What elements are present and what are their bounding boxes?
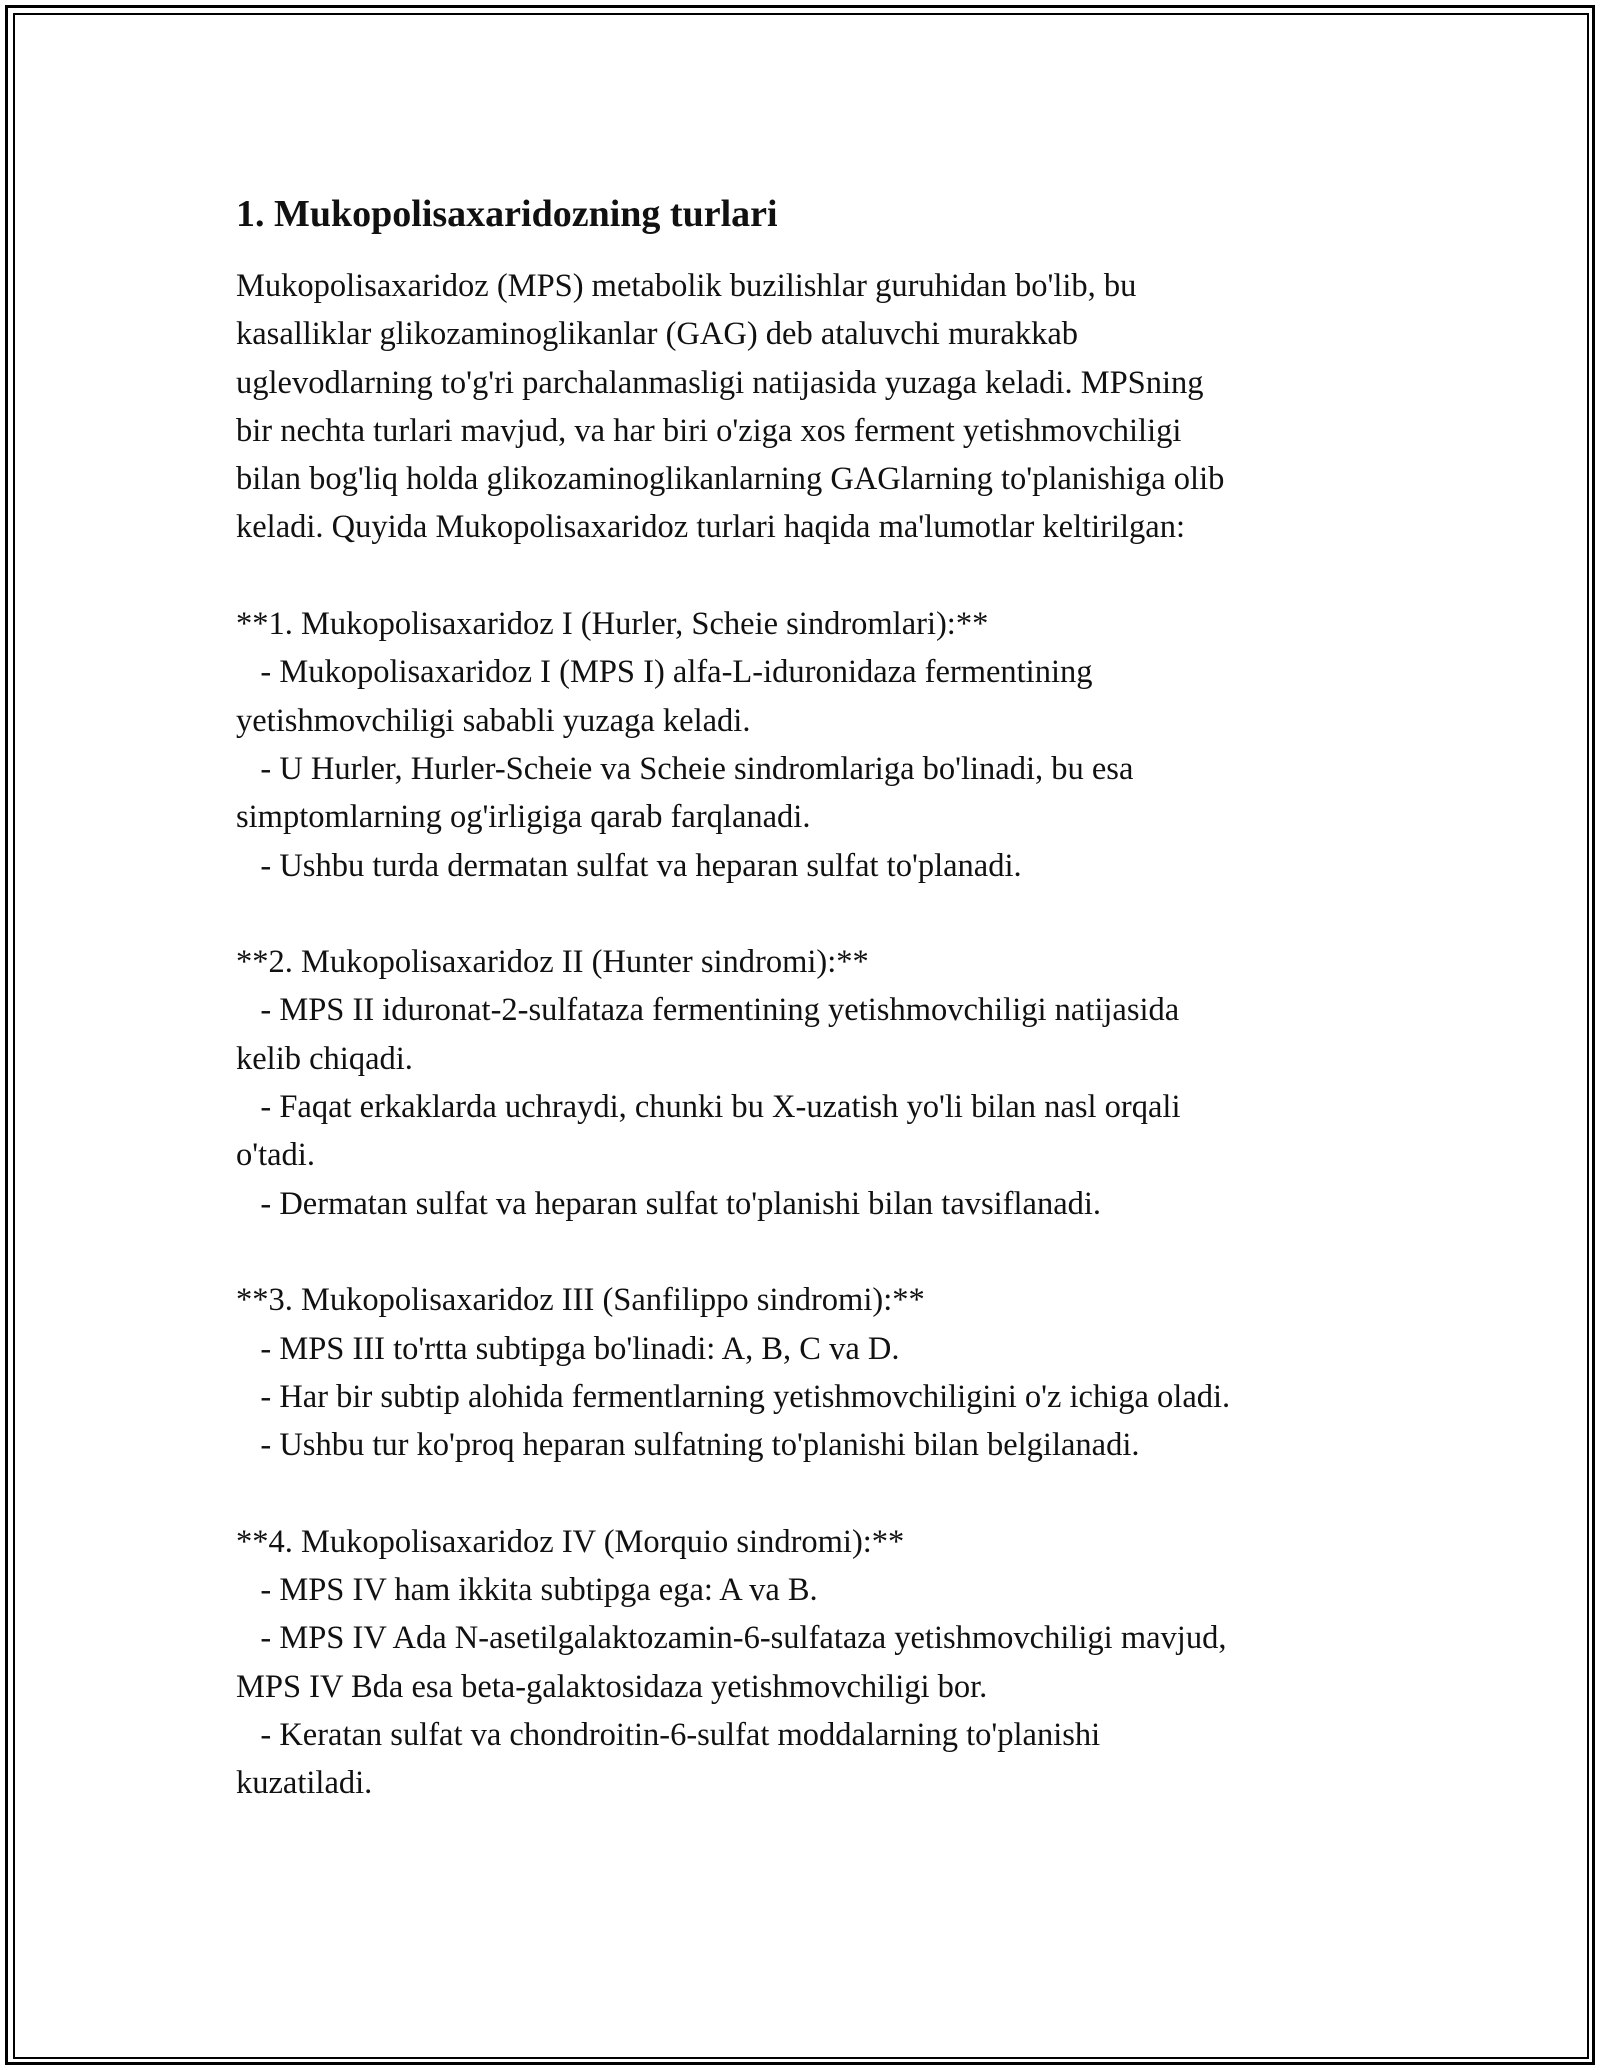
text-line: - U Hurler, Hurler-Scheie va Scheie sindromlariga bo'linadi, bu esa bbox=[236, 750, 1134, 787]
blank-line bbox=[236, 890, 1376, 938]
text-line: - Keratan sulfat va chondroitin-6-sulfat moddalarning to'planishi bbox=[236, 1716, 1101, 1753]
text-line: - MPS III to'rtta subtipga bo'linadi: A, B, C va D. bbox=[236, 1330, 900, 1367]
text-line: - MPS IV ham ikkita subtipga ega: A va B. bbox=[236, 1572, 818, 1609]
text-line: - MPS IV Ada N-asetilgalaktozamin-6-sulfataza yetishmovchiligi mavjud, bbox=[236, 1620, 1227, 1657]
blank-line bbox=[236, 1469, 1376, 1517]
text-line: bilan bog'liq holda glikozaminoglikanlarning GAGlarning to'planishiga olib bbox=[236, 461, 1225, 498]
text-line: - MPS II iduronat-2-sulfataza fermentining yetishmovchiligi natijasida bbox=[236, 992, 1180, 1029]
text-line: MPS IV Bda esa beta-galaktosidaza yetishmovchiligi bor. bbox=[236, 1668, 988, 1705]
text-line: Mukopolisaxaridoz (MPS) metabolik buzilishlar guruhidan bo'lib, bu bbox=[236, 268, 1137, 304]
text-line: - Ushbu turda dermatan sulfat va heparan sulfat to'planadi. bbox=[236, 847, 1022, 884]
text-line: uglevodlarning to'g'ri parchalanmasligi natijasida yuzaga keladi. MPSning bbox=[236, 364, 1204, 401]
text-line: o'tadi. bbox=[236, 1137, 315, 1174]
document-body bbox=[236, 262, 1376, 1808]
page-title: 1. Mukopolisaxaridozning turlari bbox=[236, 193, 778, 235]
text-line: **3. Mukopolisaxaridoz III (Sanfilippo sindromi):** bbox=[236, 1282, 925, 1319]
text-line: - Har bir subtip alohida fermentlarning yetishmovchiligini o'z ichiga oladi. bbox=[236, 1378, 1231, 1415]
text-line: yetishmovchiligi sababli yuzaga keladi. bbox=[236, 702, 751, 739]
text-line: **2. Mukopolisaxaridoz II (Hunter sindromi):** bbox=[236, 944, 869, 981]
text-line: - Dermatan sulfat va heparan sulfat to'planishi bilan tavsiflanadi. bbox=[236, 1185, 1102, 1222]
document-page bbox=[236, 186, 1376, 1808]
text-line: - Ushbu tur ko'proq heparan sulfatning to'planishi bilan belgilanadi. bbox=[236, 1427, 1140, 1464]
text-line: - Mukopolisaxaridoz I (MPS I) alfa-L-iduronidaza fermentining bbox=[236, 654, 1093, 691]
text-line: kuzatiladi. bbox=[236, 1765, 373, 1802]
text-line: kelib chiqadi. bbox=[236, 1040, 413, 1077]
text-line: - Faqat erkaklarda uchraydi, chunki bu X-uzatish yo'li bilan nasl orqali bbox=[236, 1089, 1181, 1126]
text-line: keladi. Quyida Mukopolisaxaridoz turlari haqida ma'lumotlar keltirilgan: bbox=[236, 509, 1186, 546]
text-line: bir nechta turlari mavjud, va har biri o'ziga xos ferment yetishmovchiligi bbox=[236, 412, 1182, 449]
text-line: simptomlarning og'irligiga qarab farqlanadi. bbox=[236, 799, 811, 836]
blank-line bbox=[236, 552, 1376, 600]
text-line: **1. Mukopolisaxaridoz I (Hurler, Scheie sindromlari):** bbox=[236, 606, 989, 643]
text-line: kasalliklar glikozaminoglikanlar (GAG) deb ataluvchi murakkab bbox=[236, 316, 1079, 353]
text-line: **4. Mukopolisaxaridoz IV (Morquio sindromi):** bbox=[236, 1523, 905, 1560]
blank-line bbox=[236, 1228, 1376, 1276]
